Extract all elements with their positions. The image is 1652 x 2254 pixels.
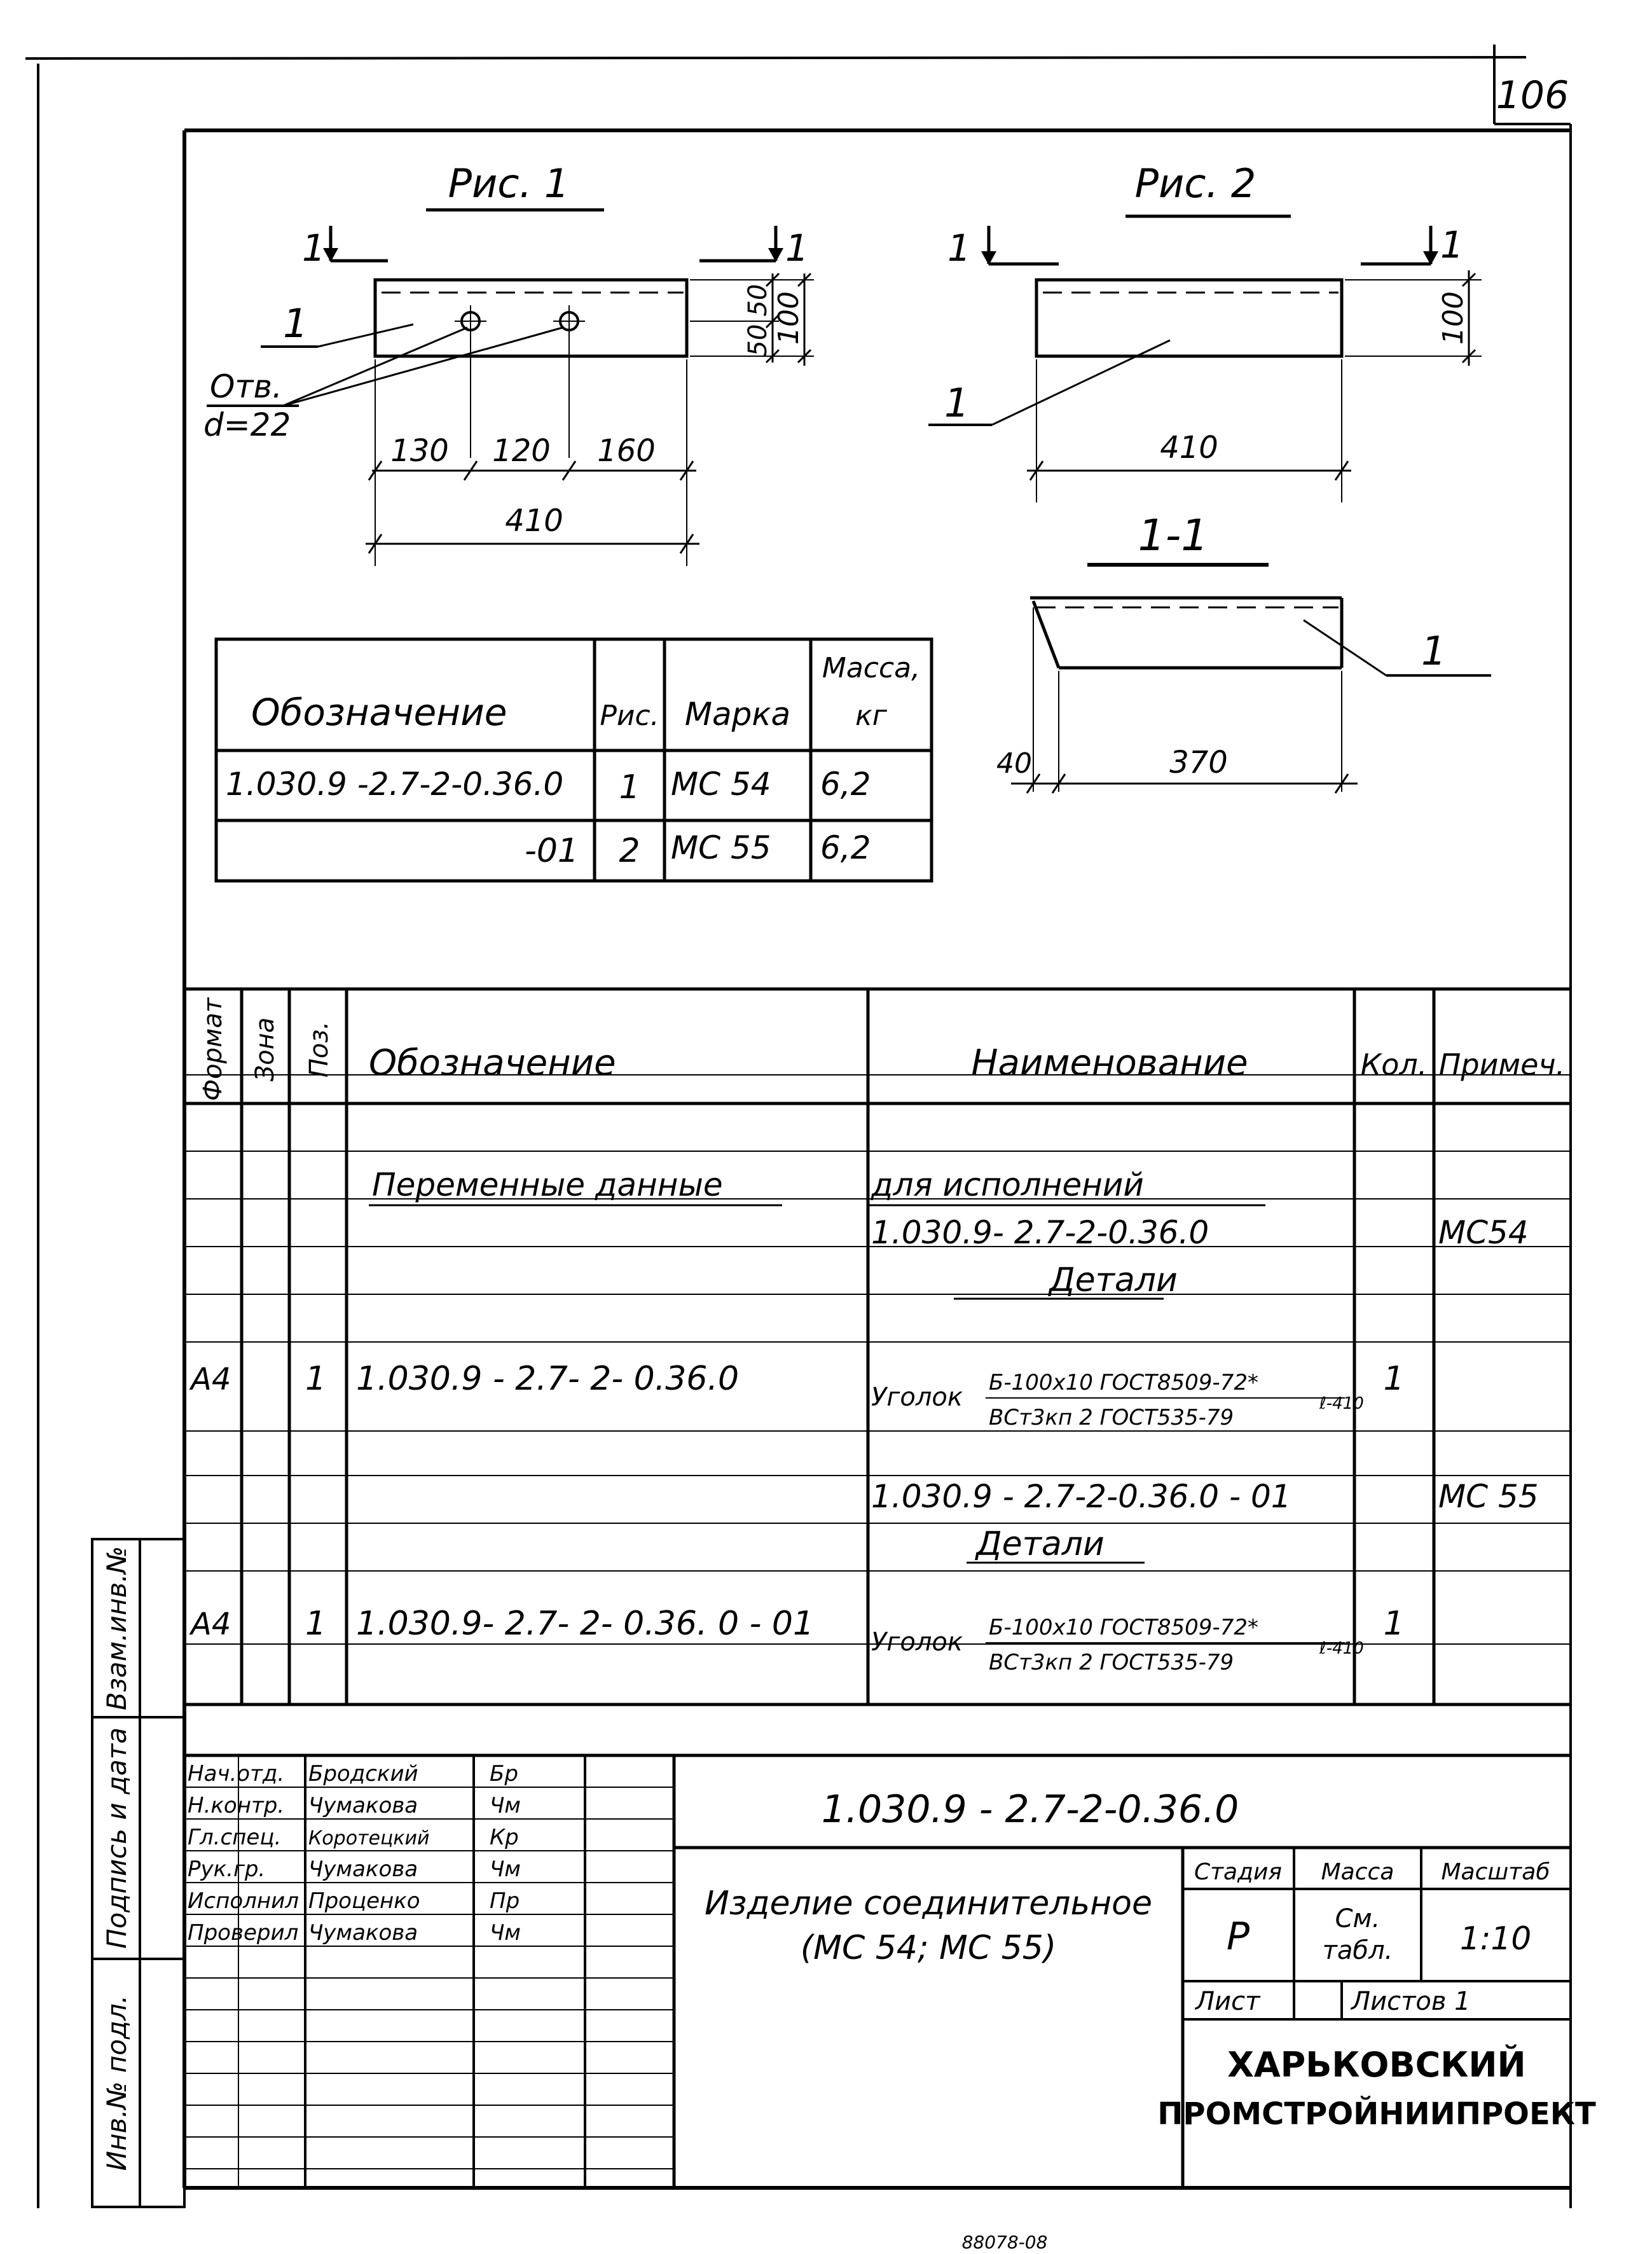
tb-role-4: Рук.гр. bbox=[188, 1856, 266, 1882]
spec-header-name: Наименование bbox=[971, 1042, 1248, 1084]
tb-sign-6: Чм bbox=[490, 1920, 521, 1946]
spec-header-format: Формат bbox=[198, 997, 228, 1102]
spec-item-1-length: ℓ-410 bbox=[1319, 1394, 1364, 1413]
fig1-dim-160: 160 bbox=[597, 433, 656, 469]
fig1-section-mark-right: 1 bbox=[785, 226, 809, 270]
small-table-row2-mark: МС 55 bbox=[671, 829, 771, 866]
fig1-section-mark-left: 1 bbox=[302, 226, 326, 270]
tb-name-3: Коротецкий bbox=[308, 1827, 430, 1850]
tb-role-6: Проверил bbox=[188, 1920, 299, 1946]
fig1-hole-label: Отв. bbox=[210, 368, 282, 405]
tb-name-2: Чумакова bbox=[308, 1793, 418, 1818]
small-table-row2-designation: -01 bbox=[525, 832, 579, 870]
spec-header-note: Примеч. bbox=[1438, 1047, 1566, 1082]
small-table-header-mass-2: кг bbox=[855, 700, 887, 732]
fig1-dim-130: 130 bbox=[390, 433, 449, 469]
fig1-position-label: 1 bbox=[283, 300, 308, 347]
spec-item-2-qty: 1 bbox=[1383, 1605, 1405, 1643]
tb-role-2: Н.контр. bbox=[188, 1793, 285, 1818]
spec-item-2-name-bottom: ВСт3кп 2 ГОСТ535-79 bbox=[989, 1650, 1234, 1675]
section-1-1 bbox=[996, 511, 1491, 793]
spec-section-2: Детали bbox=[976, 1525, 1105, 1563]
spec-item-2-name-top: Б-100х10 ГОСТ8509-72* bbox=[989, 1615, 1258, 1640]
small-table-header-designation: Обозначение bbox=[251, 691, 507, 734]
section-position-label: 1 bbox=[1421, 628, 1447, 674]
spec-header-qty: Кол. bbox=[1360, 1047, 1428, 1082]
tb-sign-1: Бр bbox=[490, 1761, 518, 1787]
fig2-position-label: 1 bbox=[944, 380, 970, 426]
tb-role-3: Гл.спец. bbox=[188, 1825, 282, 1850]
section-dim-40: 40 bbox=[996, 747, 1032, 780]
spec-item-2-pos: 1 bbox=[305, 1605, 327, 1643]
fig1-dim-100: 100 bbox=[773, 291, 805, 345]
section-dim-370: 370 bbox=[1169, 745, 1228, 780]
side-strip bbox=[92, 1539, 184, 2207]
sheet-number: 106 bbox=[1496, 73, 1569, 118]
tb-title-1: Изделие соединительное bbox=[705, 1884, 1152, 1923]
fig2-title: Рис. 2 bbox=[1134, 160, 1256, 207]
tb-stage: Р bbox=[1226, 1914, 1250, 1959]
tb-sign-3: Кр bbox=[490, 1825, 519, 1850]
spec-item-1-format: А4 bbox=[191, 1362, 231, 1397]
small-table-header-mark: Марка bbox=[684, 696, 791, 733]
spec-item-2-designation: 1.030.9- 2.7- 2- 0.36. 0 - 01 bbox=[356, 1605, 815, 1643]
spec-item-1-designation: 1.030.9 - 2.7- 2- 0.36.0 bbox=[356, 1360, 740, 1398]
tb-code: 1.030.9 - 2.7-2-0.36.0 bbox=[821, 1787, 1239, 1832]
fig2-section-mark-left: 1 bbox=[947, 226, 971, 270]
figure-1 bbox=[203, 160, 814, 566]
tb-stage-label: Стадия bbox=[1194, 1859, 1283, 1885]
tb-name-1: Бродский bbox=[308, 1761, 418, 1787]
small-table-row1-mark: МС 54 bbox=[671, 766, 771, 803]
side-label-vzam: Взам.инв.№ bbox=[101, 1545, 132, 1711]
side-label-inv: Инв.№ подл. bbox=[101, 1995, 132, 2171]
fig1-title: Рис. 1 bbox=[448, 160, 570, 207]
fig2-dim-410: 410 bbox=[1160, 430, 1218, 466]
tb-name-6: Чумакова bbox=[308, 1920, 418, 1946]
tb-mass-2: табл. bbox=[1322, 1936, 1393, 1965]
spec-item-2-format: А4 bbox=[191, 1607, 231, 1642]
small-table-row1-designation: 1.030.9 -2.7-2-0.36.0 bbox=[226, 766, 564, 803]
small-table-row2-mass: 6,2 bbox=[820, 829, 871, 866]
tb-role-1: Нач.отд. bbox=[188, 1761, 285, 1787]
small-table-header-fig: Рис. bbox=[600, 700, 659, 732]
fig1-dim-50-top: 50 bbox=[743, 284, 773, 317]
specification-table bbox=[184, 989, 1571, 1704]
fig1-hole-diameter: d=22 bbox=[203, 406, 291, 443]
spec-variable-data-left: Переменные данные bbox=[372, 1166, 723, 1203]
tb-name-4: Чумакова bbox=[308, 1856, 418, 1882]
side-label-podpis: Подпись и дата bbox=[101, 1727, 132, 1949]
spec-item-1-name-top: Б-100х10 ГОСТ8509-72* bbox=[989, 1370, 1258, 1395]
spec-section-1: Детали bbox=[1049, 1261, 1178, 1299]
spec-variant-2-note: МС 55 bbox=[1438, 1478, 1539, 1515]
small-table-row1-fig: 1 bbox=[619, 768, 640, 806]
spec-header-designation: Обозначение bbox=[369, 1042, 616, 1084]
spec-item-1-pos: 1 bbox=[305, 1360, 327, 1398]
tb-sheet-label: Лист bbox=[1195, 1987, 1260, 2016]
section-title: 1-1 bbox=[1138, 511, 1209, 561]
tb-sign-5: Пр bbox=[490, 1888, 520, 1914]
spec-item-1-name-prefix: Уголок bbox=[871, 1383, 963, 1412]
fig1-dim-50-bottom: 50 bbox=[743, 324, 773, 357]
tb-org-2: ПРОМСТРОЙНИИПРОЕКТ bbox=[1157, 2096, 1596, 2132]
tb-mass-1: См. bbox=[1335, 1904, 1380, 1933]
small-table-header-mass-1: Масса, bbox=[822, 652, 921, 684]
tb-name-5: Проценко bbox=[308, 1888, 420, 1914]
tb-scale-label: Масштаб bbox=[1441, 1859, 1550, 1885]
tb-role-5: Исполнил bbox=[188, 1888, 299, 1914]
small-table-row1-mass: 6,2 bbox=[820, 766, 871, 803]
fig2-section-mark-right: 1 bbox=[1440, 223, 1464, 266]
tb-sheets-label: Листов 1 bbox=[1351, 1987, 1471, 2016]
spec-item-2-length: ℓ-410 bbox=[1319, 1639, 1364, 1658]
fig1-dim-120: 120 bbox=[492, 433, 551, 469]
spec-variant-1: 1.030.9- 2.7-2-0.36.0 bbox=[871, 1214, 1209, 1251]
spec-variant-1-note: МС54 bbox=[1438, 1214, 1529, 1251]
bottom-stamp: 88078-08 bbox=[961, 2232, 1048, 2253]
tb-sign-2: Чм bbox=[490, 1793, 521, 1818]
small-table-row2-fig: 2 bbox=[619, 832, 640, 870]
spec-header-pos: Поз. bbox=[305, 1021, 334, 1078]
marks-table bbox=[216, 639, 932, 881]
spec-item-1-name-bottom: ВСт3кп 2 ГОСТ535-79 bbox=[989, 1405, 1234, 1430]
tb-org-1: ХАРЬКОВСКИЙ bbox=[1227, 2045, 1526, 2085]
fig1-dim-410: 410 bbox=[505, 503, 563, 539]
spec-item-2-name-prefix: Уголок bbox=[871, 1628, 963, 1657]
figure-2 bbox=[928, 160, 1482, 502]
title-block bbox=[184, 1755, 1596, 2188]
spec-header-zone: Зона bbox=[251, 1017, 280, 1082]
tb-scale: 1:10 bbox=[1459, 1920, 1532, 1957]
spec-variant-2: 1.030.9 - 2.7-2-0.36.0 - 01 bbox=[871, 1478, 1291, 1515]
tb-sign-4: Чм bbox=[490, 1856, 521, 1882]
spec-item-1-qty: 1 bbox=[1383, 1360, 1405, 1398]
tb-title-2: (МС 54; МС 55) bbox=[800, 1929, 1057, 1967]
tb-mass-label: Масса bbox=[1321, 1859, 1394, 1885]
fig2-dim-100: 100 bbox=[1437, 291, 1470, 345]
spec-variable-data-right: для исполнений bbox=[871, 1166, 1144, 1203]
